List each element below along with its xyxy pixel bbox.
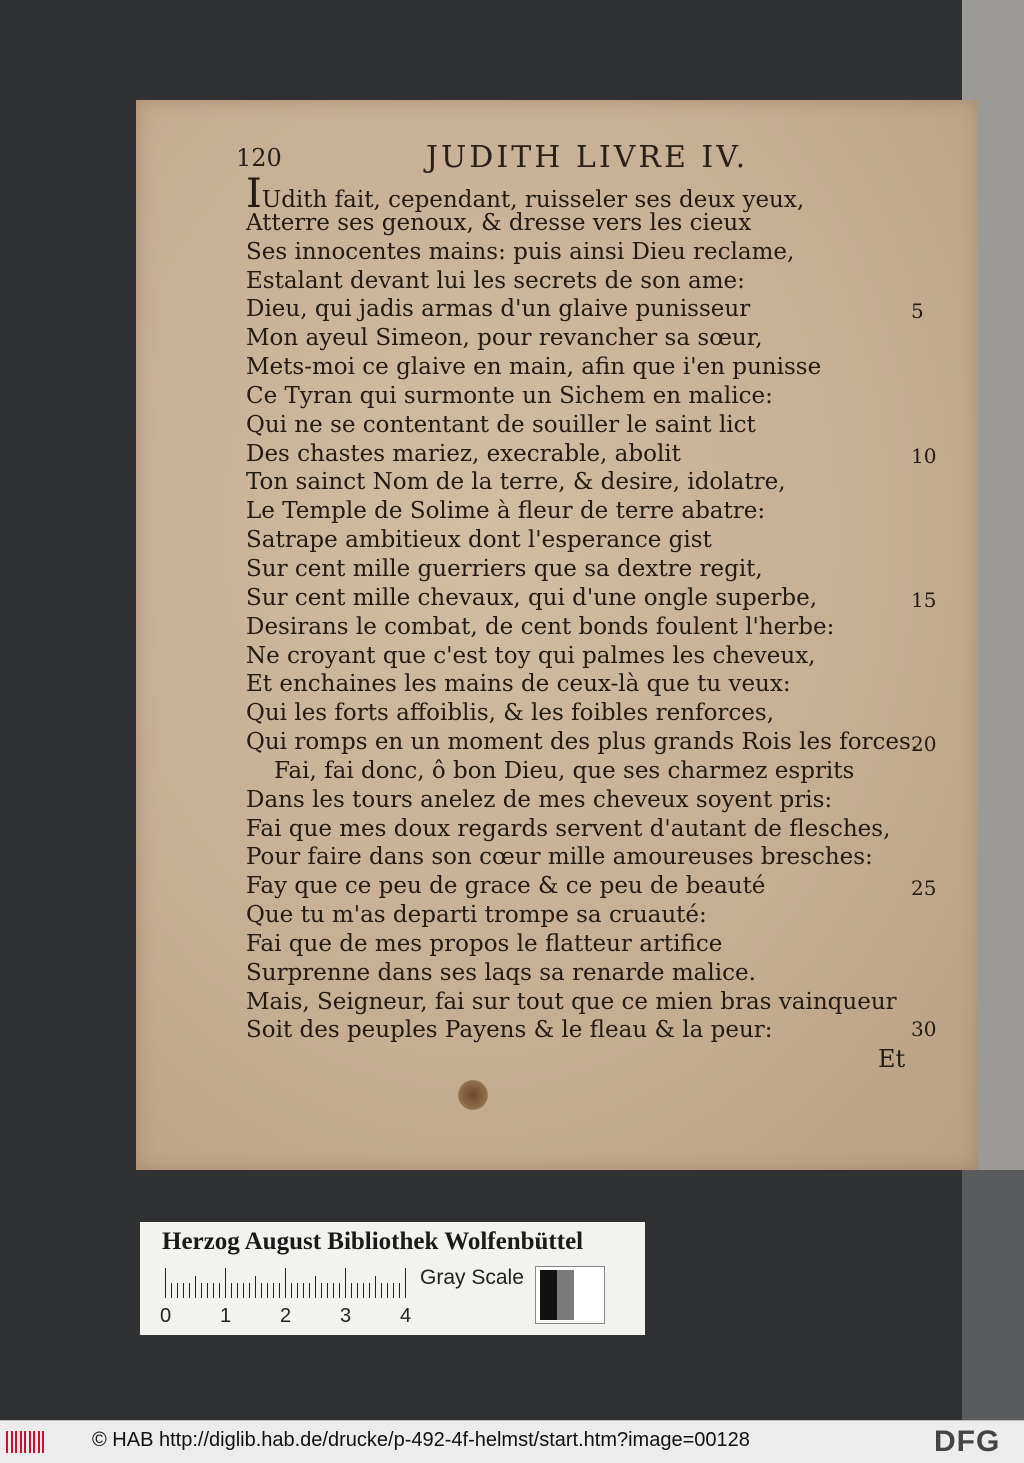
line-text: Fay que ce peu de grace & ce peu de beauté <box>246 873 766 900</box>
ruler <box>165 1268 405 1298</box>
ruler-tick <box>171 1283 172 1298</box>
gray-scale-swatch <box>535 1266 605 1324</box>
text-line <box>246 526 886 555</box>
ruler-tick <box>291 1283 292 1298</box>
catchword: Et <box>878 1045 906 1073</box>
ruler-tick <box>189 1283 190 1298</box>
gray-patch <box>557 1270 574 1320</box>
ruler-tick <box>345 1268 346 1298</box>
text-line <box>246 324 886 353</box>
text-line <box>246 1016 886 1045</box>
text-line <box>246 901 886 930</box>
ruler-tick <box>303 1283 304 1298</box>
text-line <box>246 815 891 844</box>
color-scale-card <box>140 1222 645 1335</box>
text-line <box>246 699 886 728</box>
poem-text <box>246 171 919 1045</box>
ruler-tick <box>249 1283 250 1298</box>
margin-line-number: 30 <box>911 1016 937 1041</box>
line-text: Atterre ses genoux, & dresse vers les cieux <box>246 209 752 236</box>
ruler-tick <box>231 1283 232 1298</box>
text-line <box>246 411 886 440</box>
margin-line-number: 20 <box>911 732 937 757</box>
ruler-number: 4 <box>400 1305 412 1327</box>
ruler-tick <box>405 1268 406 1298</box>
line-text: Satrape ambitieux dont l'esperance gist <box>246 527 712 554</box>
text-line <box>246 988 897 1017</box>
ruler-tick <box>201 1283 202 1298</box>
line-text: Qui romps en un moment des plus grands Rois les forces. <box>246 729 919 756</box>
line-text: Des chastes mariez, execrable, abolit <box>246 440 681 467</box>
ruler-tick <box>363 1283 364 1298</box>
line-text: Soit des peuples Payens & le fleau & la peur: <box>246 1017 773 1044</box>
ruler-tick <box>183 1283 184 1298</box>
line-text: Fai que mes doux regards servent d'autant de flesches, <box>246 815 891 842</box>
footer-bar <box>0 1420 1024 1463</box>
ruler-tick <box>237 1283 238 1298</box>
text-line <box>246 757 886 786</box>
ruler-tick <box>255 1276 256 1298</box>
adjacent-page-shadow <box>962 1170 1024 1420</box>
text-line <box>246 382 886 411</box>
ruler-tick <box>369 1283 370 1298</box>
library-name: Herzog August Bibliothek Wolfenbüttel <box>162 1228 584 1255</box>
ruler-number: 0 <box>160 1305 172 1327</box>
text-line <box>246 353 886 382</box>
ruler-tick <box>333 1283 334 1298</box>
line-text: Desirans le combat, de cent bonds foulent l'herbe: <box>246 613 835 640</box>
line-text: Mais, Seigneur, fai sur tout que ce mien bras vainqueur <box>246 988 897 1015</box>
ruler-numbers <box>160 1305 420 1329</box>
text-line <box>246 642 886 671</box>
text-line <box>246 959 886 988</box>
line-text: Le Temple de Solime à fleur de terre abatre: <box>246 498 766 525</box>
book-page <box>136 100 978 1170</box>
ruler-tick <box>351 1283 352 1298</box>
text-line <box>246 930 886 959</box>
line-text: Fai, fai donc, ô bon Dieu, que ses charmez esprits <box>274 757 855 784</box>
line-text: Dieu, qui jadis armas d'un glaive punisseur <box>246 296 751 323</box>
ruler-tick <box>399 1283 400 1298</box>
page-header <box>136 140 978 180</box>
text-line <box>246 670 886 699</box>
line-text: Qui ne se contentant de souiller le saint lict <box>246 411 756 438</box>
margin-line-number: 15 <box>911 587 937 612</box>
line-text: Pour faire dans son cœur mille amoureuses bresches: <box>246 844 873 871</box>
ruler-tick <box>393 1283 394 1298</box>
text-line <box>246 440 886 469</box>
text-line <box>246 872 886 901</box>
margin-line-number: 10 <box>911 443 937 468</box>
ruler-tick <box>261 1283 262 1298</box>
text-line <box>246 171 886 217</box>
page-number: 120 <box>236 144 282 172</box>
ruler-tick <box>207 1283 208 1298</box>
margin-line-number: 25 <box>911 876 937 901</box>
line-text: Ton sainct Nom de la terre, & desire, idolatre, <box>246 469 786 496</box>
text-line <box>246 468 886 497</box>
drop-cap: I <box>246 171 262 217</box>
ruler-tick <box>327 1283 328 1298</box>
ruler-tick <box>315 1276 316 1298</box>
text-line <box>246 497 886 526</box>
running-title: JUDITH LIVRE IV. <box>426 140 749 175</box>
line-text: Qui les forts affoiblis, & les foibles renforces, <box>246 700 775 727</box>
text-line <box>246 786 886 815</box>
ruler-tick <box>387 1283 388 1298</box>
text-line <box>246 267 886 296</box>
ruler-number: 3 <box>340 1305 352 1327</box>
text-line <box>246 728 919 757</box>
ruler-tick <box>243 1283 244 1298</box>
ruler-tick <box>165 1268 166 1298</box>
text-line <box>246 843 886 872</box>
ruler-tick <box>381 1283 382 1298</box>
hab-logo-icon <box>6 1431 48 1453</box>
line-text: Surprenne dans ses laqs sa renarde malice. <box>246 959 756 986</box>
line-text: Ne croyant que c'est toy qui palmes les cheveux, <box>246 642 816 669</box>
text-line <box>246 555 886 584</box>
dfg-logo: DFG <box>934 1425 1001 1458</box>
ruler-tick <box>267 1283 268 1298</box>
line-text: Sur cent mille guerriers que sa dextre regit, <box>246 555 763 582</box>
line-text: Ses innocentes mains: puis ainsi Dieu reclame, <box>246 238 795 265</box>
ruler-number: 1 <box>220 1305 232 1327</box>
ruler-tick <box>309 1283 310 1298</box>
ruler-tick <box>375 1276 376 1298</box>
line-text: Et enchaines les mains de ceux-là que tu veux: <box>246 671 791 698</box>
line-text: Fai que de mes propos le flatteur artifice <box>246 930 723 957</box>
black-patch <box>540 1270 557 1320</box>
ruler-tick <box>273 1283 274 1298</box>
ruler-tick <box>357 1283 358 1298</box>
text-line <box>246 209 886 238</box>
text-line <box>246 238 886 267</box>
line-text: Udith fait, cependant, ruisseler ses deux yeux, <box>261 187 805 213</box>
credit-link[interactable]: © HAB http://diglib.hab.de/drucke/p-492-4f-helmst/start.htm?image=00128 <box>92 1429 750 1451</box>
ruler-tick <box>213 1283 214 1298</box>
ruler-tick <box>225 1268 226 1298</box>
line-text: Mon ayeul Simeon, pour revancher sa sœur, <box>246 325 763 352</box>
paper-stain <box>458 1080 488 1110</box>
ruler-tick <box>297 1283 298 1298</box>
text-line <box>246 295 886 324</box>
ruler-tick <box>177 1283 178 1298</box>
ruler-tick <box>195 1276 196 1298</box>
ruler-tick <box>279 1283 280 1298</box>
ruler-tick <box>339 1283 340 1298</box>
ruler-tick <box>321 1283 322 1298</box>
ruler-number: 2 <box>280 1305 292 1327</box>
margin-line-number: 5 <box>911 299 924 324</box>
ruler-tick <box>285 1268 286 1298</box>
line-text: Dans les tours anelez de mes cheveux soyent pris: <box>246 786 833 813</box>
line-text: Mets-moi ce glaive en main, afin que i'en punisse <box>246 354 822 381</box>
text-line <box>246 584 886 613</box>
line-text: Sur cent mille chevaux, qui d'une ongle superbe, <box>246 584 818 611</box>
text-line <box>246 613 886 642</box>
line-text: Que tu m'as departi trompe sa cruauté: <box>246 902 707 929</box>
ruler-tick <box>219 1283 220 1298</box>
line-text: Estalant devant lui les secrets de son ame: <box>246 267 745 294</box>
line-text: Ce Tyran qui surmonte un Sichem en malice: <box>246 382 773 409</box>
gray-scale-label: Gray Scale <box>420 1266 524 1289</box>
